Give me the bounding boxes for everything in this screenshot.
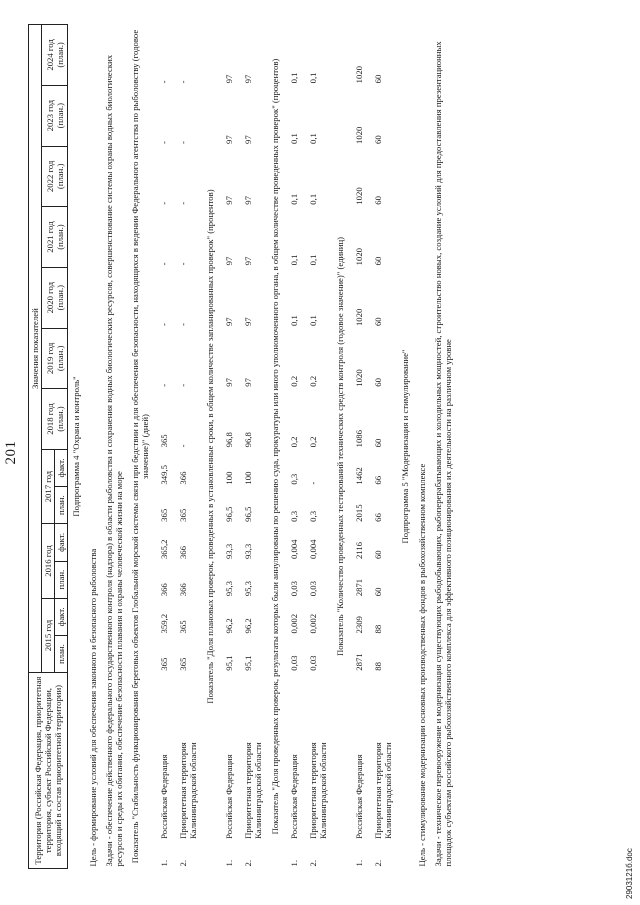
header-plan: план. [55,487,68,524]
value-cell: - [159,201,169,205]
header-year-2024: 2024 год (план.) [42,25,68,86]
value-cell: 95,3 [224,581,234,597]
header-year-2020: 2020 год (план.) [42,267,68,328]
value-cell: 96,8 [224,432,234,448]
value-cell: 93,3 [224,543,234,560]
value-cell: 97 [243,256,253,266]
value-cell: - [159,80,169,84]
value-cell: - [159,383,169,387]
value-cell: 0,1 [308,193,318,205]
table-row [238,25,267,869]
header-fact: факт. [55,524,68,561]
value-cell: 66 [373,475,383,485]
value-cell: 0,1 [308,133,318,145]
value-cell: 60 [373,587,383,597]
value-cell: 97 [243,74,253,84]
row-number: 1. [289,859,299,867]
value-cell: 97 [243,378,253,387]
value-cell: - [178,80,188,84]
value-cell: 0,03 [289,655,299,671]
value-cell: 366 [178,471,188,485]
value-cell: 1020 [354,369,364,387]
value-cell: 365 [159,434,169,448]
page-number: 201 [3,440,19,465]
value-cell: 0,1 [289,254,299,266]
value-cell: 97 [224,74,234,84]
row-territory: Приоритетная территория Калининградской области [178,742,198,839]
value-cell: - [159,141,169,145]
value-cell: 365 [178,657,188,671]
value-cell: - [178,323,188,327]
value-cell: 66 [373,513,383,522]
value-cell: 97 [224,256,234,266]
table-row [349,25,368,869]
value-cell: - [178,383,188,387]
value-cell: 0,1 [308,254,318,266]
value-cell: 0,03 [289,581,299,597]
value-cell: 365 [159,508,169,522]
value-cell: 97 [224,196,234,205]
header-year-2016: 2016 год [42,524,55,598]
subprogram-5-goal: Цель - стимулирование модернизации основных производственных фондов в рыбохозяйственном комплексе [417,463,427,867]
header-territory: Территория (Российская Федерация, приоритетная территория, субъект Российской Федерации, входящий в состав приоритетной территории) [29,673,68,869]
value-cell: 1020 [354,65,364,84]
subprogram-4-tasks: Задачи - обеспечение действенного федерального государственного контроля (надзора) в области рыболовства и сохранения водных биологических ресурсов, совершенствование системы охраны водных биологических ресурсов и среды их обитания, обеспечение безопасности плавания и охраны человеческой жизни на море [104,54,124,867]
table-row [219,25,238,869]
header-year-2022: 2022 год (план.) [42,146,68,207]
header-plan: план. [55,561,68,598]
value-cell: 95,3 [243,581,253,597]
value-cell: 1020 [354,126,364,145]
value-cell: 97 [243,135,253,145]
row-territory: Российская Федерация [289,754,299,839]
row-territory: Российская Федерация [354,754,364,839]
table-row [173,25,202,869]
value-cell: 88 [373,662,383,671]
header-year-2019: 2019 год (план.) [42,328,68,389]
value-cell: 60 [373,317,383,327]
header-year-2018: 2018 год (план.) [42,389,68,450]
value-cell: 96,8 [243,432,253,448]
header-year-2017: 2017 год [42,449,55,523]
value-cell: 60 [373,550,383,560]
table-row [284,25,303,869]
row-territory: Приоритетная территория Калининградской области [373,742,393,839]
value-cell: 0,1 [308,315,318,327]
row-number: 2. [373,859,383,867]
row-territory: Российская Федерация [224,754,234,839]
value-cell: 0,2 [289,436,299,448]
value-cell: 60 [373,378,383,387]
value-cell: 2871 [354,578,364,597]
row-territory: Российская Федерация [159,754,169,839]
value-cell: 97 [224,135,234,145]
value-cell: 0,004 [308,539,318,560]
value-cell: 1086 [354,430,364,448]
value-cell: 60 [373,438,383,448]
value-cell: 365 [178,620,188,634]
value-cell: 96,2 [224,618,234,634]
value-cell: 0,002 [289,613,299,634]
value-cell: 0,3 [289,473,299,485]
value-cell: 93,3 [243,543,253,560]
header-fact: факт. [55,598,68,635]
value-cell: 97 [243,196,253,205]
value-cell: - [178,201,188,205]
value-cell: 1462 [354,467,364,485]
value-cell: 349,5 [159,465,169,485]
table-body [68,25,457,869]
header-plan: план. [55,635,68,672]
row-number: 2. [243,859,253,867]
value-cell: 88 [373,624,383,634]
header-year-2021: 2021 год (план.) [42,207,68,268]
value-cell: - [178,262,188,266]
value-cell: 100 [224,471,234,485]
value-cell: - [159,323,169,327]
value-cell: 60 [373,135,383,145]
row-number: 1. [159,859,169,867]
value-cell: - [178,444,188,448]
value-cell: 366 [178,583,188,597]
value-cell: 97 [243,317,253,327]
value-cell: 0,1 [289,193,299,205]
value-cell: 0,1 [308,72,318,84]
header-year-2023: 2023 год (план.) [42,85,68,146]
value-cell: 365,2 [159,539,169,560]
value-cell: 0,2 [308,436,318,448]
header-year-2015: 2015 год [42,598,55,672]
row-number: 2. [178,859,188,867]
value-cell: 1020 [354,247,364,266]
value-cell: 0,1 [289,133,299,145]
value-cell: 0,1 [289,315,299,327]
value-cell: 2116 [354,541,364,560]
value-cell: 0,1 [289,72,299,84]
value-cell: 365 [159,657,169,671]
file-footer: 2903121б.doc [625,848,634,899]
value-cell: 0,004 [289,539,299,560]
value-cell: 366 [178,546,188,560]
value-cell: 60 [373,196,383,205]
table-row [154,25,173,869]
row-number: 2. [308,859,318,867]
value-cell: 2309 [354,616,364,634]
row-territory: Приоритетная территория Калининградской области [243,742,263,839]
value-cell: 97 [224,378,234,387]
indicator-title: Показатель "Доля плановых проверок, проведенных в установленные сроки, в общем количестве запланированных проверок" (процентов) [205,189,215,704]
value-cell: 60 [373,256,383,266]
value-cell: 0,2 [308,375,318,387]
value-cell: 95,1 [243,655,253,671]
value-cell: 2871 [354,653,364,671]
row-number: 1. [224,859,234,867]
indicators-table [28,24,456,869]
subprogram-5-title: Подпрограмма 5 "Модернизация и стимулирование" [400,349,410,544]
value-cell: 1020 [354,308,364,327]
value-cell: 0,3 [308,510,318,522]
row-territory: Приоритетная территория Калининградской области [308,742,328,839]
value-cell: 60 [373,74,383,84]
value-cell: - [178,141,188,145]
value-cell: 96,5 [224,506,234,522]
value-cell: - [159,262,169,266]
header-fact: факт. [55,449,68,486]
value-cell: 0,2 [289,375,299,387]
value-cell: 0,03 [308,655,318,671]
header-values-group: Значения показателей [29,25,42,673]
indicator-title: Показатель "Доля проведенных проверок, результаты которых были аннулированы по решению суда, прокуратуры или иного уполномоченного органа, в общем количестве проведенных проверок" (процентов) [270,58,280,835]
value-cell: 0,3 [289,510,299,522]
value-cell: 365 [178,508,188,522]
value-cell: 366 [159,583,169,597]
value-cell: 2015 [354,504,364,522]
value-cell: 359,2 [159,613,169,634]
value-cell: 1020 [354,187,364,205]
subprogram-5-tasks: Задачи - техническое перевооружение и модернизация существующих рыбодобывающих, рыбоперерабатывающих и холодильных мощностей, строительство новых, создание условий для предоставления презентационных площадок субъектам российского рыбохозяйственного комплекса для эффективного позиционирования их деятельности на различном уровне [433,41,453,867]
row-number: 1. [354,859,364,867]
value-cell: 100 [243,471,253,485]
value-cell: 0,03 [308,581,318,597]
value-cell: 97 [224,317,234,327]
table-row [368,25,397,869]
table-row [303,25,332,869]
indicator-title: Показатель "Стабильность функционирования береговых объектов Глобальной морской системы связи при бедствии и для обеспечения безопасности, находящихся в ведении Федерального агентства по рыболовству (годовое значение)" (дней) [130,29,150,864]
value-cell: 96,5 [243,506,253,522]
subprogram-4-goal: Цель - формирование условий для обеспечения законного и безопасного рыболовства [88,548,98,867]
indicator-title: Показатель "Количество проведенных тестирований технических средств контроля (годовое значение)" (единиц) [335,236,345,657]
value-cell: 0,002 [308,613,318,634]
value-cell: 96,2 [243,618,253,634]
value-cell: 95,1 [224,655,234,671]
subprogram-4-title: Подпрограмма 4 "Охрана и контроль" [71,376,81,517]
value-cell: - [308,481,318,485]
